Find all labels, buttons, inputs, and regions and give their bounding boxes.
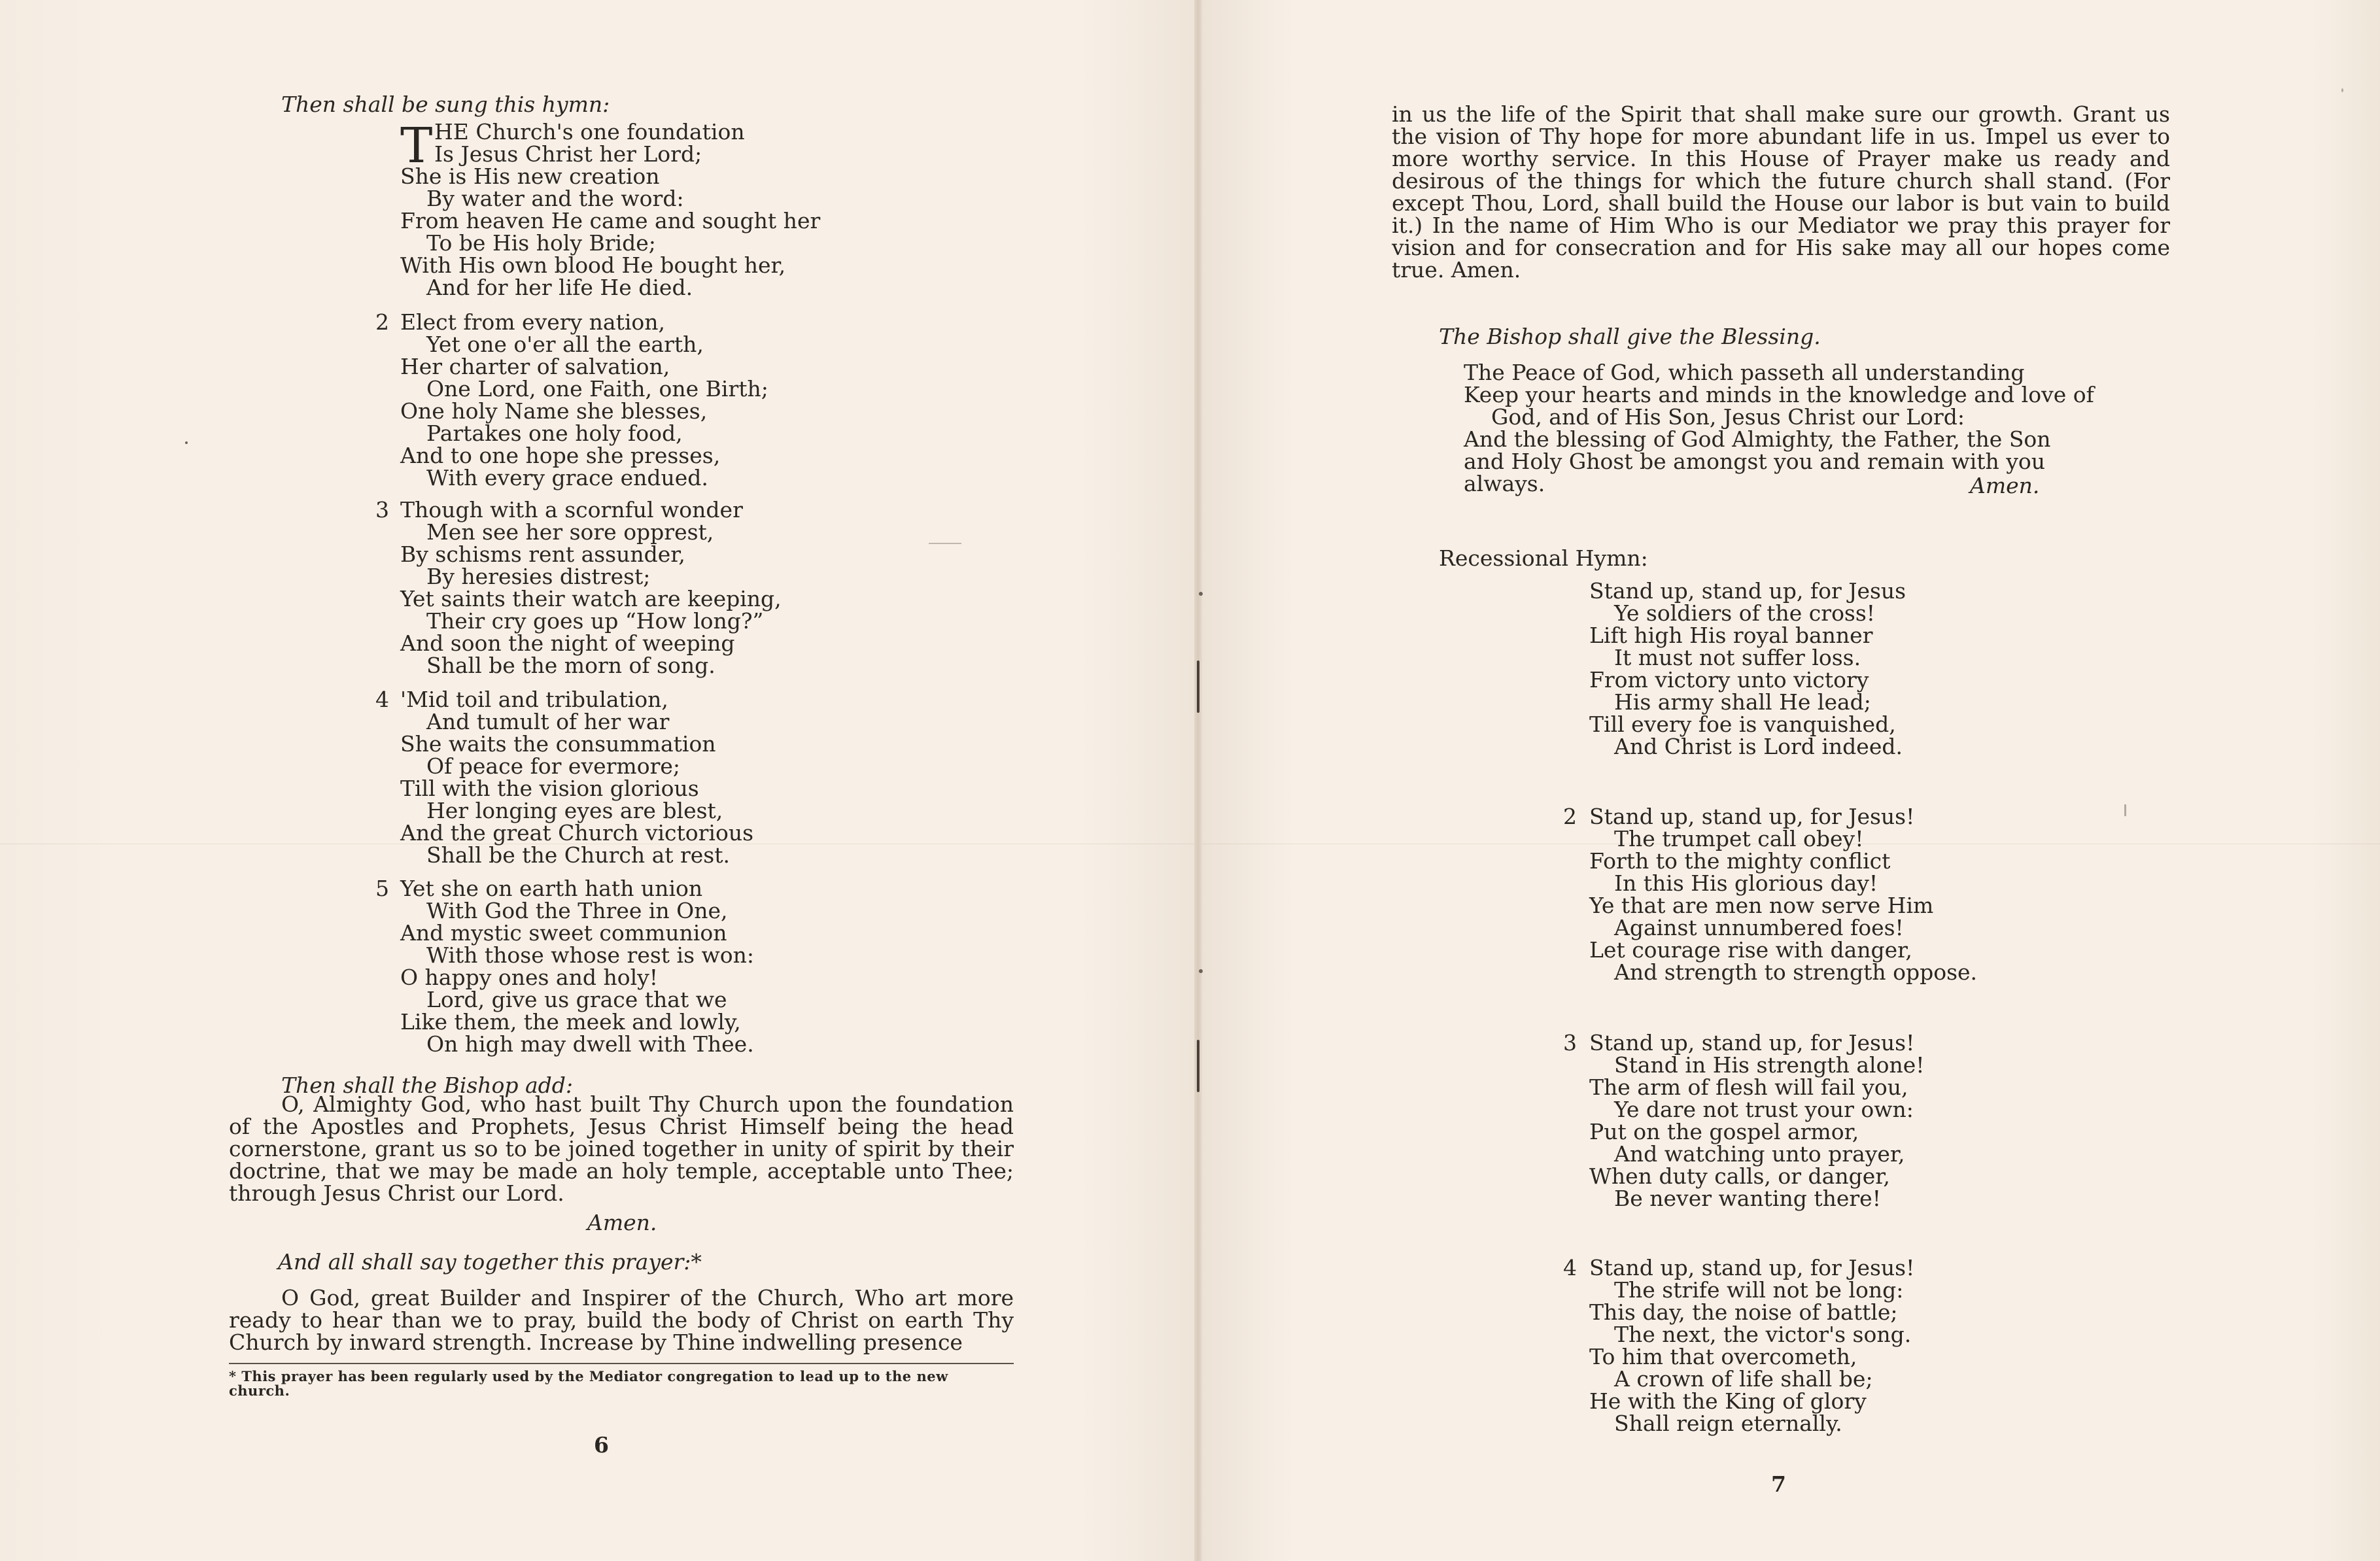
recessional-line: In this His glorious day! <box>1614 870 1878 896</box>
recessional-line: The next, the victor's song. <box>1614 1322 1912 1347</box>
paper-speck <box>2124 804 2126 816</box>
hymn-line: On high may dwell with Thee. <box>426 1031 754 1057</box>
hymn-line: 'Mid toil and tribulation, <box>400 687 668 712</box>
hymn-line: Her charter of salvation, <box>400 354 670 379</box>
hymn-line: With God the Three in One, <box>426 898 728 923</box>
recessional-line: The arm of flesh will fail you, <box>1589 1074 1908 1100</box>
recessional-line: Ye dare not trust your own: <box>1614 1097 1914 1122</box>
recessional-line: Stand up, stand up, for Jesus! <box>1589 1030 1915 1055</box>
paper-speck <box>929 543 961 544</box>
hymn-line: Yet one o'er all the earth, <box>426 332 704 357</box>
hymn-line: Though with a scornful wonder <box>400 497 743 523</box>
blessing-line: God, and of His Son, Jesus Christ our Lord: <box>1464 404 1965 430</box>
stanza-number: 4 <box>1563 1255 1577 1280</box>
recessional-line: It must not suffer loss. <box>1614 645 1861 670</box>
hymn-line: And soon the night of weeping <box>400 630 735 656</box>
recessional-line: Forth to the mighty conflict <box>1589 848 1891 874</box>
recessional-line: Stand in His strength alone! <box>1614 1052 1925 1078</box>
hymn-line: O happy ones and holy! <box>400 965 659 990</box>
stanza-number: 2 <box>1563 804 1577 829</box>
hymn-line: And mystic sweet communion <box>400 920 727 946</box>
bishop-prayer-amen: Amen. <box>587 1210 657 1235</box>
hymn-line: By heresies distrest; <box>426 564 651 589</box>
blessing-line: The Peace of God, which passeth all understanding <box>1464 360 2025 385</box>
recessional-line: The trumpet call obey! <box>1614 826 1864 851</box>
recessional-line: A crown of life shall be; <box>1614 1366 1873 1392</box>
bishop-add-heading: Then shall the Bishop add: <box>281 1072 574 1098</box>
recessional-line: The strife will not be long: <box>1614 1277 1904 1303</box>
hymn-line: With those whose rest is won: <box>426 942 755 968</box>
recessional-heading: Recessional Hymn: <box>1439 545 1648 571</box>
stanza-number: 3 <box>1563 1030 1577 1055</box>
hymn-line: HE Church's one foundation <box>434 119 745 145</box>
blessing-heading: The Bishop shall give the Blessing. <box>1439 324 1821 349</box>
recessional-line: Shall reign eternally. <box>1614 1411 1842 1436</box>
hymn-line: Shall be the Church at rest. <box>426 842 730 868</box>
blessing-amen: Amen. <box>1970 473 2040 498</box>
hymn-line: Their cry goes up “How long?” <box>426 608 764 634</box>
recessional-line: And watching unto prayer, <box>1614 1141 1905 1167</box>
paper-speck <box>2341 88 2343 92</box>
hymn-line: Till with the vision glorious <box>400 776 699 801</box>
stanza-number: 4 <box>375 687 389 712</box>
hymn-line: Is Jesus Christ her Lord; <box>434 141 702 167</box>
recessional-line: Ye that are men now serve Him <box>1589 893 1934 918</box>
hymn-line: By water and the word: <box>426 186 684 211</box>
recessional-line: And Christ is Lord indeed. <box>1614 734 1903 759</box>
blessing-line: and Holy Ghost be amongst you and remain with you <box>1464 449 2046 474</box>
prayer-together-heading: And all shall say together this prayer:* <box>278 1249 702 1275</box>
hymn-line: With His own blood He bought her, <box>400 252 786 278</box>
hymn-line: Partakes one holy food, <box>426 420 683 446</box>
binding-gutter <box>1194 0 1202 1561</box>
page-number-left: 6 <box>594 1432 609 1458</box>
hymn-line: Elect from every nation, <box>400 309 666 335</box>
recessional-line: Stand up, stand up, for Jesus! <box>1589 1255 1915 1280</box>
recessional-line: His army shall He lead; <box>1614 689 1871 715</box>
hymn-line: Of peace for evermore; <box>426 753 680 779</box>
hymn-line: And for her life He died. <box>426 275 693 300</box>
hymn-line: From heaven He came and sought her <box>400 208 821 233</box>
hymn-line: To be His holy Bride; <box>426 230 656 256</box>
hymn-line: Like them, the meek and lowly, <box>400 1009 741 1035</box>
hymn-line: She is His new creation <box>400 163 660 189</box>
recessional-line: Lift high His royal banner <box>1589 623 1873 648</box>
recessional-line: Stand up, stand up, for Jesus! <box>1589 804 1915 829</box>
recessional-line: When duty calls, or danger, <box>1589 1163 1890 1189</box>
drop-cap: T <box>400 118 433 174</box>
hymn-line: With every grace endued. <box>426 465 708 490</box>
prayer-paragraph-start: O God, great Builder and Inspirer of the Church, Who art more ready to hear than we to pray, build the body of Christ on earth Thy Church by inward strength. Increase by Thine indwelling presence <box>229 1285 1014 1355</box>
hymn-line: Shall be the morn of song. <box>426 653 716 678</box>
hymn-line: And the great Church victorious <box>400 820 754 846</box>
recessional-line: Till every foe is vanquished, <box>1589 712 1896 737</box>
recessional-line: From victory unto victory <box>1589 667 1869 693</box>
hymn-line: And to one hope she presses, <box>400 443 721 468</box>
blessing-line: And the blessing of God Almighty, the Father, the Son <box>1464 426 2051 452</box>
hymn-line: By schisms rent assunder, <box>400 541 685 567</box>
stanza-number: 3 <box>375 497 389 523</box>
recessional-line: To him that overcometh, <box>1589 1344 1857 1369</box>
hymn-line: One holy Name she blesses, <box>400 398 708 424</box>
recessional-line: And strength to strength oppose. <box>1614 959 1978 985</box>
recessional-line: Put on the gospel armor, <box>1589 1119 1859 1144</box>
hymn-line: Lord, give us grace that we <box>426 987 727 1012</box>
hymn-line: One Lord, one Faith, one Birth; <box>426 376 768 402</box>
footnote-rule <box>229 1363 1014 1364</box>
hymn-line: Yet she on earth hath union <box>400 876 703 901</box>
paper-speck <box>1199 592 1203 596</box>
staple-bottom <box>1197 1040 1199 1092</box>
prayer-paragraph-continued: in us the life of the Spirit that shall make sure our growth. Grant us the vision of Thy hope for more abundant life in us. Impel us ever to more worthy service. In this House of Prayer make us ready and desirous of the things for which the future church shall stand. (For except Thou, Lord, shall build the House our labor is but vain to build it.) In the name of Him Who is our Mediator we pray this prayer for vision and for consecration and for His sake may all our hopes come true. Amen. <box>1392 101 2170 283</box>
blessing-line: Keep your hearts and minds in the knowledge and love of <box>1464 382 2094 407</box>
hymn-line: Yet saints their watch are keeping, <box>400 586 782 611</box>
hymn-line: Her longing eyes are blest, <box>426 798 723 823</box>
recessional-line: Let courage rise with danger, <box>1589 937 1912 963</box>
recessional-line: He with the King of glory <box>1589 1388 1867 1414</box>
paper-speck <box>1199 969 1203 973</box>
recessional-line: This day, the noise of battle; <box>1589 1299 1898 1325</box>
recessional-line: Stand up, stand up, for Jesus <box>1589 578 1906 604</box>
recessional-line: Ye soldiers of the cross! <box>1614 600 1876 626</box>
page-number-right: 7 <box>1771 1471 1786 1497</box>
recessional-line: Be never wanting there! <box>1614 1186 1881 1211</box>
hymn-line: She waits the consummation <box>400 731 716 757</box>
hymn-line: And tumult of her war <box>426 709 670 734</box>
recessional-line: Against unnumbered foes! <box>1614 915 1904 940</box>
paper-speck <box>185 441 188 444</box>
footnote: * This prayer has been regularly used by the Mediator congregation to lead up to the new church. <box>229 1368 948 1399</box>
stanza-number: 5 <box>375 876 389 901</box>
bishop-prayer-paragraph: O, Almighty God, who hast built Thy Church upon the foundation of the Apostles and Prophets, Jesus Christ Himself being the head cornerstone, grant us so to be joined together in unity of spirit by their doctrine, that we may be made an holy temple, acceptable unto Thee; through Jesus Christ our Lord. <box>229 1091 1014 1206</box>
hymn-heading: Then shall be sung this hymn: <box>281 92 610 117</box>
blessing-line: always. <box>1464 471 1545 496</box>
staple-top <box>1197 660 1199 713</box>
stanza-number: 2 <box>375 309 389 335</box>
hymn-line: Men see her sore opprest, <box>426 519 714 545</box>
